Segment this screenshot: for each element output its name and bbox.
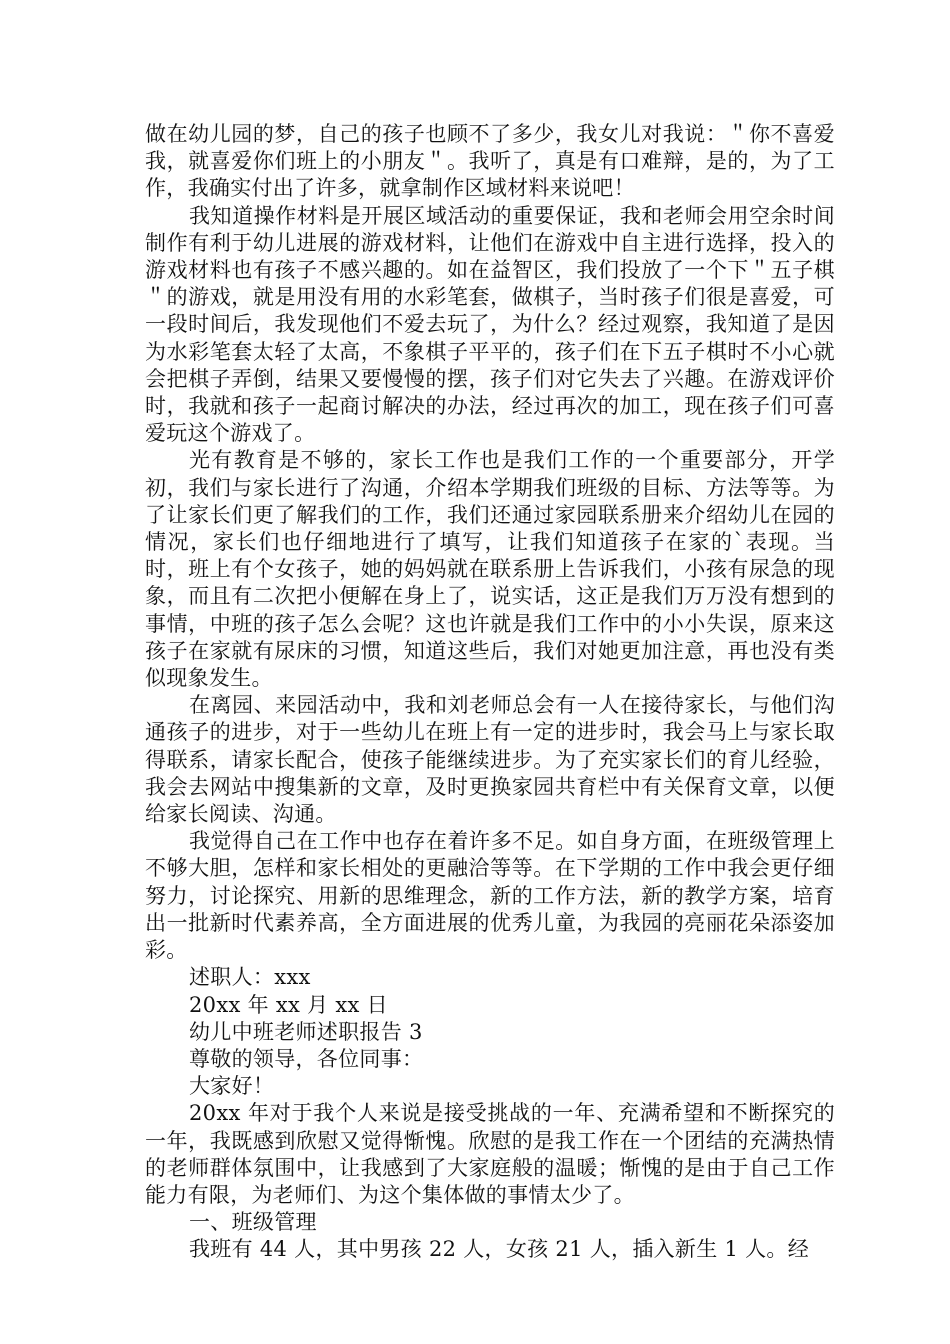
document-body <box>145 121 835 1264</box>
greeting: 大家好！ <box>189 1074 275 1099</box>
report-title: 幼儿中班老师述职报告 3 <box>189 1019 423 1044</box>
paragraph-shortcomings: 我觉得自己在工作中也存在着许多不足。如自身方面，在班级管理上不够大胆，怎样和家长相处的更融洽等等。在下学期的工作中我会更仔细努力，讨论探究、用新的思维理念，新的工作方法，新的教学方案，培育出一批新时代素养高，全方面进展的优秀儿童，为我园的亮丽花朵添姿加彩。 <box>145 829 835 963</box>
paragraph-materials: 我知道操作材料是开展区域活动的重要保证，我和老师会用空余时间制作有利于幼儿进展的游戏材料，让他们在游戏中自主进行选择，投入的游戏材料也有孩子不感兴趣的。如在益智区，我们投放了一个下＂五子棋＂的游戏，就是用没有用的水彩笔套，做棋子，当时孩子们很是喜爱，可一段时间后，我发现他们不爱去玩了，为什么？经过观察，我知道了是因为水彩笔套太轻了太高，不象棋子平平的，孩子们在下五子棋时不小心就会把棋子弄倒，结果又要慢慢的摆，孩子们对它失去了兴趣。在游戏评价时，我就和孩子一起商讨解决的办法，经过再次的加工，现在孩子们可喜爱玩这个游戏了。 <box>145 203 835 446</box>
paragraph-continued: 做在幼儿园的梦，自己的孩子也顾不了多少，我女儿对我说：＂你不喜爱我，就喜爱你们班上的小朋友＂。我听了，真是有口难辩，是的，为了工作，我确实付出了许多，就拿制作区域材料来说吧！ <box>145 122 835 201</box>
section-heading: 一、班级管理 <box>189 1210 317 1235</box>
signature-line: 述职人：xxx <box>189 965 311 990</box>
paragraph-class-stats: 我班有 44 人，其中男孩 22 人，女孩 21 人，插入新生 1 人。经 <box>189 1237 810 1262</box>
salutation: 尊敬的领导，各位同事： <box>189 1046 424 1071</box>
paragraph-parents: 光有教育是不够的，家长工作也是我们工作的一个重要部分，开学初，我们与家长进行了沟通，介绍本学期我们班级的目标、方法等等。为了让家长们更了解我们的工作，我们还通过家园联系册来介绍幼儿在园的情况，家长们也仔细地进行了填写，让我们知道孩子在家的`表现。当时，班上有个女孩子，她的妈妈就在联系册上告诉我们，小孩有尿急的现象，而且有二次把小便解在身上了，说实话，这正是我们万万没有想到的事情，中班的孩子怎么会呢？这也许就是我们工作中的小小失误，原来这孩子在家就有尿床的习惯，知道这些后，我们对她更加注意，再也没有类似现象发生。 <box>145 448 835 691</box>
paragraph-communication: 在离园、来园活动中，我和刘老师总会有一人在接待家长，与他们沟通孩子的进步，对于一些幼儿在班上有一定的进步时，我会马上与家长取得联系，请家长配合，使孩子能继续进步。为了充实家长们的育儿经验，我会去网站中搜集新的文章，及时更换家园共育栏中有关保育文章，以便给家长阅读、沟通。 <box>145 693 835 827</box>
paragraph-intro: 20xx 年对于我个人来说是接受挑战的一年、充满希望和不断探究的一年，我既感到欣慰又觉得惭愧。欣慰的是我工作在一个团结的充满热情的老师群体氛围中，让我感到了大家庭般的温暖；惭愧的是由于自己工作能力有限，为老师们、为这个集体做的事情太少了。 <box>145 1101 835 1207</box>
date-line: 20xx 年 xx 月 xx 日 <box>189 992 388 1017</box>
